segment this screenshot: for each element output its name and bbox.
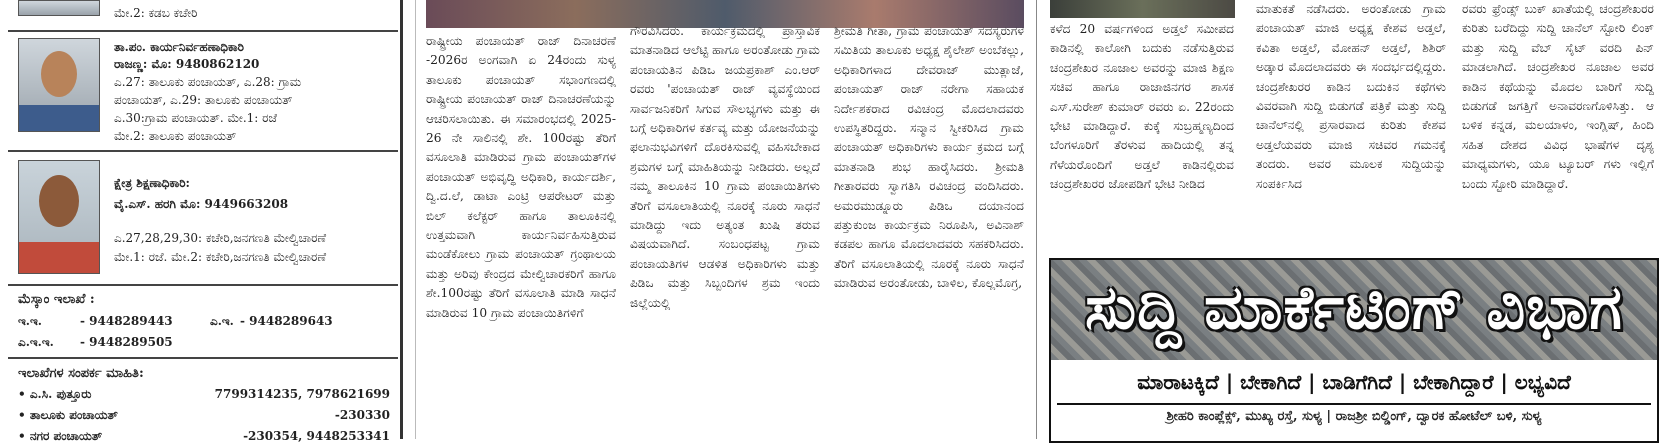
separator <box>8 284 398 286</box>
mescom-ae-label: ಎ.ಇ. <box>210 314 234 328</box>
directory-panel <box>0 0 403 443</box>
contact-row <box>18 387 396 402</box>
official-1-title: ತಾ.ಪಂ. ಕಾರ್ಯನಿರ್ವಹಣಾಧಿಕಾರಿ <box>114 40 244 54</box>
separator <box>8 357 398 359</box>
official-2-line2: ಮೇ.1: ರಜೆ. ಮೇ.2: ಕಚೇರಿ,ಜನಗಣತಿ ಮೇಲ್ವಿಚಾರಣೆ <box>114 250 327 264</box>
contacts-heading: ಇಲಾಖೆಗಳ ಸಂಪರ್ಕ ಮಾಹಿತಿ: <box>18 366 144 381</box>
article1-col1: ರಾಷ್ಟ್ರೀಯ ಪಂಚಾಯತ್ ರಾಜ್ ದಿನಾಚರಣೆ -2026ರ ಅಂಗವಾಗಿ ಏ 24ರಂದು ಸುಳ್ಯ ತಾಲೂಕು ಪಂಚಾಯತ್ ಸಭಾಂಗಣದಲ್ಲಿ ರಾಷ್ಟ್ರೀಯ ಪಂಚಾಯತ್ ರಾಜ್ ದಿನಾಚರಣೆಯನ್ನು ಆಚರಿಸಲಾಯಿತು. ಈ ಸಮಾರಂಭದಲ್ಲಿ 2025-26 ನೇ ಸಾಲಿನಲ್ಲಿ ಶೇ. 100ರಷ್ಟು ತೆರಿಗೆ ವಸೂಲಾತಿ ಮಾಡಿರುವ ಗ್ರಾಮ ಪಂಚಾಯತ್‌ಗಳ ಪಂಚಾಯತ್ ಅಭಿವೃದ್ಧಿ ಅಧಿಕಾರಿ, ಕಾರ್ಯದರ್ಶಿ, ದ್ವಿ.ದ.ಲೆ, ಡಾಟಾ ಎಂಟ್ರಿ ಆಪರೇಟರ್ ಮತ್ತು ಬಿಲ್ ಕಲೆಕ್ಟರ್ ಹಾಗೂ ತಾಲೂಕಿನಲ್ಲಿ ಉತ್ತಮವಾಗಿ ಕಾರ್ಯನಿರ್ವಹಿಸುತ್ತಿರುವ ಮಂಡೆಕೋಲು ಗ್ರಾಮ ಪಂಚಾಯತ್ ಗ್ರಂಥಾಲಯ ಮತ್ತು ಅರಿವು ಕೇಂದ್ರದ ಮೇಲ್ವಿಚಾರಕರಿಗೆ ಹಾಗೂ ಶೇ.100ರಷ್ಟು ತೆರಿಗೆ ವಸೂಲಾತಿ ಮಾಡಿ ಸಾಧನೆ ಮಾಡಿರುವ 10 ಗ್ರಾಮ ಪಂಚಾಯಿತಿಗಳಿಗೆ <box>426 34 616 320</box>
mescom-ee-phone: - 9448289443 <box>80 314 173 328</box>
mescom-heading: ಮೆಸ್ಕಾಂ ಇಲಾಖೆ : <box>18 292 95 307</box>
mescom-aee-label: ಎ.ಇ.ಇ. <box>18 335 54 349</box>
article2-col3: ರವರು ಫ್ರೆಂಡ್ಸ್ ಬುಕ್ ಖಾತೆಯಲ್ಲಿ ಚಂದ್ರಶೇಖರರ ಕುರಿತು ಬರೆದಿದ್ದು ಸುದ್ದಿ ಚಾನೆಲ್ ಸ್ಟೋರಿ ಲಿಂಕ್ ಮತ್ತು ಸುದ್ದಿ ವೆಬ್ ಸೈಟ್ ವರದಿ ಪಿನ್ ಮಾಡಲಾಗಿದೆ. ಚಂದ್ರಶೇಖರ ನೂಜಾಲ ಅವರ ಕಾಡಿನ ಕಥೆಯನ್ನು ಮೊದಲ ಬಾರಿಗೆ ಸುದ್ದಿ ಬಿಡುಗಡೆ ಜಗತ್ತಿಗೆ ಅನಾವರಣಗೊಳಿಸಿತ್ತು. ಆ ಬಳಿಕ ಕನ್ನಡ, ಮಲಯಾಳಂ, ಇಂಗ್ಲಿಷ್, ಹಿಂದಿ ಸಹಿತ ದೇಶದ ವಿವಿಧ ಭಾಷೆಗಳ ದೃಶ್ಯ ಮಾಧ್ಯಮಗಳು, ಯೂ ಟ್ಯೂಬರ್ ಗಳು ಇಲ್ಲಿಗೆ ಬಂದು ಸ್ಟೋರಿ ಮಾಡಿದ್ದಾರೆ. <box>1462 2 1654 191</box>
column-rule <box>1036 0 1037 439</box>
separator <box>8 150 398 152</box>
contact-value: -230330 <box>334 408 390 422</box>
article1-col2: ಗೌರವಿಸಿದರು. ಕಾರ್ಯಕ್ರಮದಲ್ಲಿ ಪ್ರಾಸ್ತಾವಿಕ ಮಾತನಾಡಿದ ಆಲೆಟ್ಟಿ ಹಾಗೂ ಅರಂತೋಡು ಗ್ರಾಮ ಪಂಚಾಯತಿನ ಪಿಡಿಒ ಜಯಪ್ರಕಾಶ್ ಎಂ.ಆರ್ ರವರು 'ಪಂಚಾಯತ್ ರಾಜ್ ವ್ಯವಸ್ಥೆಯಿಂದ ಸಾರ್ವಜನಿಕರಿಗೆ ಸಿಗುವ ಸೌಲಭ್ಯಗಳು ಮತ್ತು ಈ ಬಗ್ಗೆ ಅಧಿಕಾರಿಗಳ ಕರ್ತವ್ಯ ಮತ್ತು ಯೋಜನೆಯನ್ನು ಫಲಾನುಭವಿಗಳಿಗೆ ದೊರಕಿಸುವಲ್ಲಿ ವಹಿಸಬೇಕಾದ ಶ್ರಮಗಳ ಬಗ್ಗೆ ಮಾಹಿತಿಯನ್ನು ನೀಡಿದರು. ಅಲ್ಲದೆ ನಮ್ಮ ತಾಲೂಕಿನ 10 ಗ್ರಾಮ ಪಂಚಾಯಿತಿಗಳು ತೆರಿಗೆ ವಸೂಲಾತಿಯಲ್ಲಿ ನೂರಕ್ಕೆ ನೂರು ಸಾಧನೆ ಮಾಡಿದ್ದು ಇದು ಅತ್ಯಂತ ಖುಷಿ ತರುವ ವಿಷಯವಾಗಿದೆ. ಸಂಬಂಧಪಟ್ಟ ಗ್ರಾಮ ಪಂಚಾಯತಿಗಳ ಆಡಳಿತ ಅಧಿಕಾರಿಗಳು ಮತ್ತು ಪಿಡಿಒ ಮತ್ತು ಸಿಬ್ಬಂದಿಗಳ ಶ್ರಮ ಇಂದು ಜಿಲ್ಲೆಯಲ್ಲಿ <box>630 24 820 310</box>
contact-label: • ಎ.ಸಿ. ಪುತ್ತೂರು <box>18 387 92 401</box>
mescom-ae-phone: - 9448289643 <box>240 314 333 328</box>
face-shape <box>39 175 79 227</box>
article1-col3: ಶ್ರೀಮತಿ ಗೀತಾ, ಗ್ರಾಮ ಪಂಚಾಯತ್ ಸದಸ್ಯರುಗಳ ಸಮಿತಿಯ ತಾಲೂಕು ಅಧ್ಯಕ್ಷ ಶೈಲೇಶ್ ಅಂಬೆಕಲ್ಲು, ಅಧಿಕಾರಿಗಳಾದ ದೇವರಾಜ್ ಮುತ್ಲಾಜೆ, ಪಂಚಾಯತ್ ರಾಜ್ ನರೇಗಾ ಸಹಾಯಕ ನಿರ್ದೇಶಕರಾದ ರವಿಚಂದ್ರ ಮೊದಲಾದವರು ಉಪಸ್ಥಿತರಿದ್ದರು. ಸನ್ಮಾನ ಸ್ವೀಕರಿಸಿದ ಗ್ರಾಮ ಪಂಚಾಯತ್ ಅಧಿಕಾರಿಗಳು ಕಾರ್ಯ ಕ್ರಮದ ಬಗ್ಗೆ ಮಾತನಾಡಿ ಶುಭ ಹಾರೈಸಿದರು. ಶ್ರೀಮತಿ ಗೀತಾರವರು ಸ್ವಾಗತಿಸಿ ರವಿಚಂದ್ರ ವಂದಿಸಿದರು. ಅಮರಮುಡ್ನೂರು ಪಿಡಿಒ ದಯಾನಂದ ಪತ್ತುಕುಂಜ ಕಾರ್ಯಕ್ರಮ ನಿರೂಪಿಸಿ, ಅವಿನಾಶ್ ಕಡಪಲ ಹಾಗೂ ಮೊದಲಾದವರು ಸಹಕರಿಸಿದರು. ತೆರಿಗೆ ವಸೂಲಾತಿಯಲ್ಲಿ ನೂರಕ್ಕೆ ನೂರು ಸಾಧನೆ ಮಾಡಿರುವ ಅರಂತೋಡು, ಬಾಳಿಲ, ಕೊಲ್ಲಮೊಗ್ರ, <box>834 24 1024 291</box>
separator <box>8 30 398 32</box>
official-1-line3: ಎ.30:ಗ್ರಾಮ ಪಂಚಾಯತ್. ಮೇ.1: ರಜೆ <box>114 111 278 125</box>
face-shape <box>41 51 77 97</box>
official-2-title: ಕ್ಷೇತ್ರ ಶಿಕ್ಷಣಾಧಿಕಾರಿ: <box>114 176 190 190</box>
official-1-name-phone: ರಾಜಣ್ಣ: ಮೊ: 9480862120 <box>114 57 260 71</box>
contact-row <box>18 429 396 444</box>
shirt-shape <box>19 242 99 273</box>
official-1-line2: ಪಂಚಾಯತ್, ಎ.29: ತಾಲೂಕು ಪಂಚಾಯತ್ <box>114 93 293 107</box>
mescom-aee-phone: - 9448289505 <box>80 335 173 349</box>
official-1-photo <box>18 38 100 132</box>
top-schedule-line: ಮೇ.2: ಕಡಬ ಕಚೇರಿ <box>114 6 198 20</box>
ad-address: ಶ್ರೀಹರಿ ಕಾಂಪ್ಲೆಕ್ಸ್, ಮುಖ್ಯ ರಸ್ತೆ, ಸುಳ್ಯ | ರಾಜಶ್ರೀ ಬಿಲ್ಡಿಂಗ್, ದ್ವಾರಕ ಹೋಟೆಲ್ ಬಳಿ, ಸುಳ್ಯ <box>1057 403 1651 429</box>
contact-label: • ನಗರ ಪಂಚಾಯತ್ <box>18 429 103 443</box>
contact-value: -230354, 9448253341 <box>243 429 390 443</box>
ad-title: ಸುದ್ದಿ ಮಾರ್ಕೆಟಿಂಗ್ ವಿಭಾಗ <box>1085 273 1623 343</box>
forest-photo <box>1050 0 1235 18</box>
contact-label: • ತಾಲೂಕು ಪಂಚಾಯತ್ <box>18 408 118 422</box>
official-2-line1: ಎ.27,28,29,30: ಕಚೇರಿ,ಜನಗಣತಿ ಮೇಲ್ವಿಚಾರಣೆ <box>114 231 327 245</box>
contact-row <box>18 408 396 423</box>
column-rule <box>415 0 416 439</box>
mescom-ee-label: ಇ.ಇ. <box>18 314 42 328</box>
official-1-line4: ಮೇ.2: ತಾಲೂಕು ಪಂಚಾಯತ್ <box>114 129 237 143</box>
marketing-ad <box>1049 258 1659 443</box>
article2-col1: ಕಳೆದ 20 ವರ್ಷಗಳಿಂದ ಅಡ್ತಲೆ ಸಮೀಪದ ಕಾಡಿನಲ್ಲಿ ಕಾಲೋಗಿ ಬದುಕು ನಡೆಸುತ್ತಿರುವ ಚಂದ್ರಶೇಖರ ನೂಜಾಲ ಅವರನ್ನು ಮಾಜಿ ಶಿಕ್ಷಣ ಸಚಿವ ಹಾಗೂ ರಾಜಾಜಿನಗರ ಶಾಸಕ ಎಸ್.ಸುರೇಶ್ ಕುಮಾರ್ ರವರು ಏ. 22ರಂದು ಭೇಟಿ ಮಾಡಿದ್ದಾರೆ. ಕುಕ್ಕೆ ಸುಬ್ರಹ್ಮಣ್ಯದಿಂದ ಬೆಂಗಳೂರಿಗೆ ತೆರಳುವ ಹಾದಿಯಲ್ಲಿ ತನ್ನ ಗೆಳೆಯರೊಂದಿಗೆ ಅಡ್ತಲೆ ಕಾಡಿನಲ್ಲಿರುವ ಚಂದ್ರಶೇಖರರ ಜೋಪಡಿಗೆ ಭೇಟಿ ನೀಡಿದ <box>1050 22 1234 192</box>
official-1-line1: ಎ.27: ತಾಲೂಕು ಪಂಚಾಯತ್, ಎ.28: ಗ್ರಾಮ <box>114 75 302 89</box>
shirt-shape <box>19 105 99 131</box>
official-2-photo <box>18 160 100 274</box>
ad-categories: ಮಾರಾಟಕ್ಕಿದೆ | ಬೇಕಾಗಿದೆ | ಬಾಡಿಗೆಗಿದೆ | ಬೇಕಾಗಿದ್ದಾರೆ | ಲಭ್ಯವಿದೆ <box>1057 364 1651 400</box>
official-photo-top <box>18 0 100 16</box>
contact-value: 7799314235, 7978621699 <box>214 387 390 401</box>
official-2-name-phone: ವೈ.ಎಸ್. ಹರಗಿ ಮೊ: 9449663208 <box>114 197 289 211</box>
article2-col2: ಮಾತುಕತೆ ನಡೆಸಿದರು. ಅರಂತೋಡು ಗ್ರಾಮ ಪಂಚಾಯತ್ ಮಾಜಿ ಅಧ್ಯಕ್ಷ ಕೇಶವ ಅಡ್ತಲೆ, ಕವಿತಾ ಅಡ್ತಲೆ, ಮೋಹನ್ ಅಡ್ತಲೆ, ಶಿಶಿರ್ ಅಡ್ಕಾರ ಮೊದಲಾದವರು ಈ ಸಂದರ್ಭದಲ್ಲಿದ್ದರು. ಚಂದ್ರಶೇಖರರ ಕಾಡಿನ ಬದುಕಿನ ಕಥೆಗಳು ವಿವರವಾಗಿ ಸುದ್ದಿ ಬಿಡುಗಡೆ ಪತ್ರಿಕೆ ಮತ್ತು ಸುದ್ದಿ ಚಾನೆಲ್‌ನಲ್ಲಿ ಪ್ರಸಾರವಾದ ಕುರಿತು ಕೇಶವ ಅಡ್ತಲೆಯವರು ಮಾಜಿ ಸಚಿವರ ಗಮನಕ್ಕೆ ತಂದರು. ಅವರ ಮೂಲಕ ಸುದ್ದಿಯನ್ನು ಸಂಪರ್ಕಿಸಿದ <box>1256 2 1446 191</box>
